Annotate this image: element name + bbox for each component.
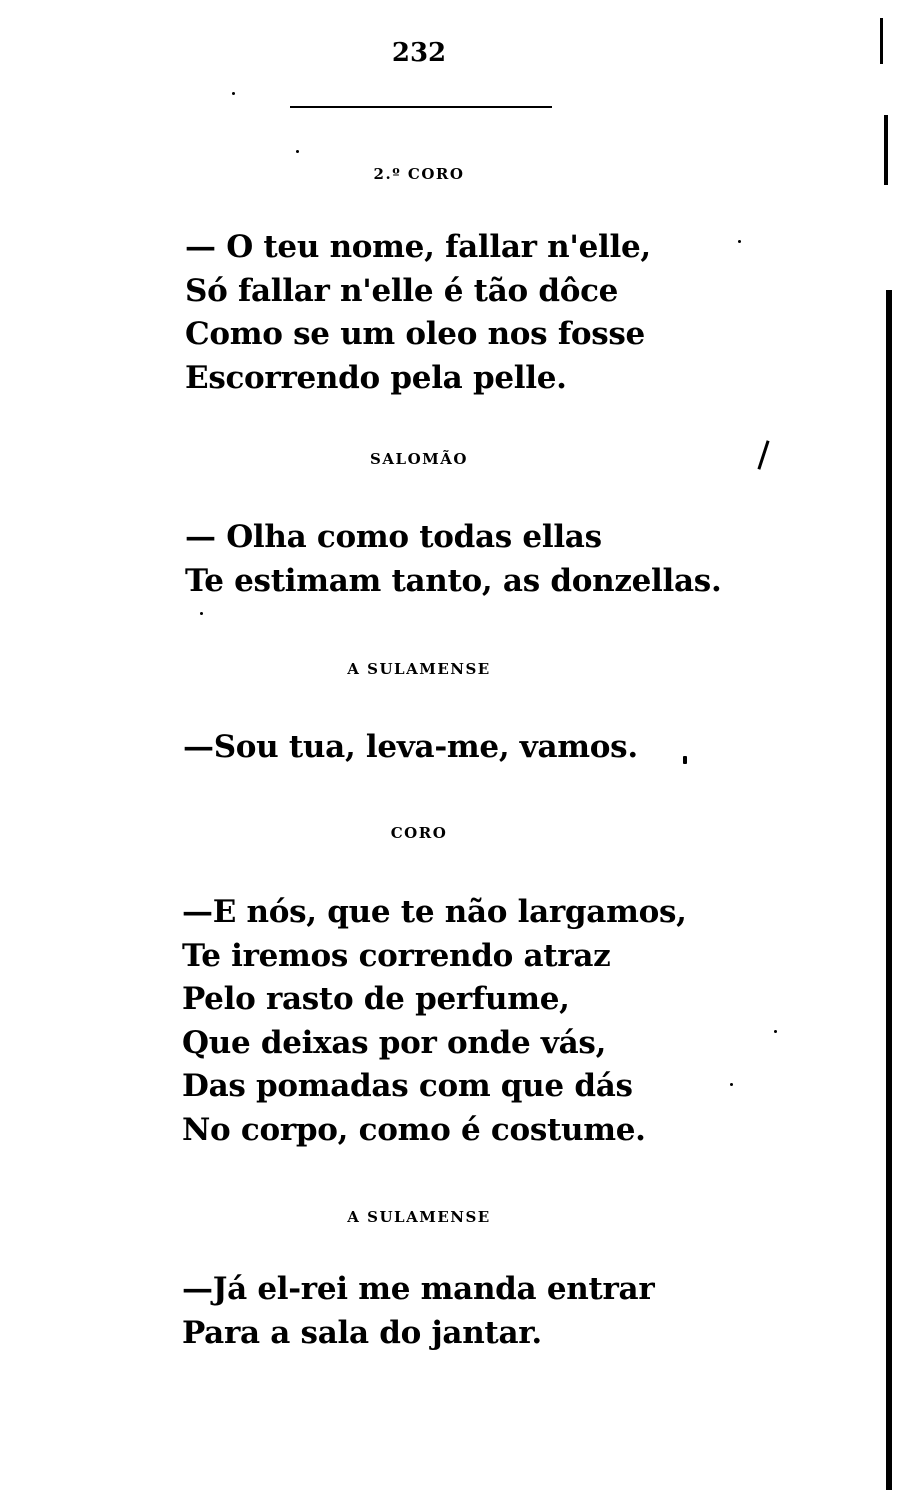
binding-edge-mark [880,18,883,64]
speaker-label: CORO [390,824,448,842]
speaker-label: A SULAMENSE [347,660,491,678]
speaker-label: SALOMÃO [370,450,468,468]
verse-line: No corpo, como é costume. [182,1111,646,1148]
stanza [185,226,651,400]
verse-line: Pelo rasto de perfume, [182,981,570,1017]
verse-line: Só fallar n'elle é tão dôce [185,272,619,309]
verse-line: Das pomadas com que dás [182,1068,633,1104]
verse-line: Que deixas por onde vás, [182,1024,607,1061]
verse-line: — O teu nome, fallar n'elle, [185,229,651,265]
verse-line: — Olha como todas ellas [185,519,602,555]
stanza [183,726,638,770]
header-rule [290,106,552,108]
speaker-label: 2.º CORO [373,165,465,183]
verse-line: Escorrendo pela pelle. [185,359,567,396]
verse-line: —Sou tua, leva-me, vamos. [183,729,638,765]
scan-speck [296,150,299,153]
scan-speck [232,92,235,95]
page-number: 232 [391,38,447,68]
scan-speck [774,1030,777,1033]
verse-line: Te iremos correndo atraz [182,937,611,974]
scan-speck [683,756,687,764]
scan-speck [738,240,741,243]
speaker-label: A SULAMENSE [347,1208,491,1226]
binding-edge-mark [884,115,888,185]
scan-speck [200,612,203,615]
verse-line: Como se um oleo nos fosse [185,316,645,352]
verse-line: Te estimam tanto, as donzellas. [185,562,722,599]
verse-line: —E nós, que te não largamos, [182,894,687,930]
stanza [182,1268,654,1355]
stanza [185,516,721,603]
stanza [182,891,687,1152]
verse-line: Para a sala do jantar. [182,1314,542,1351]
scan-speck [730,1083,733,1086]
verse-line: —Já el-rei me manda entrar [182,1271,655,1307]
binding-edge-mark [886,290,892,1490]
